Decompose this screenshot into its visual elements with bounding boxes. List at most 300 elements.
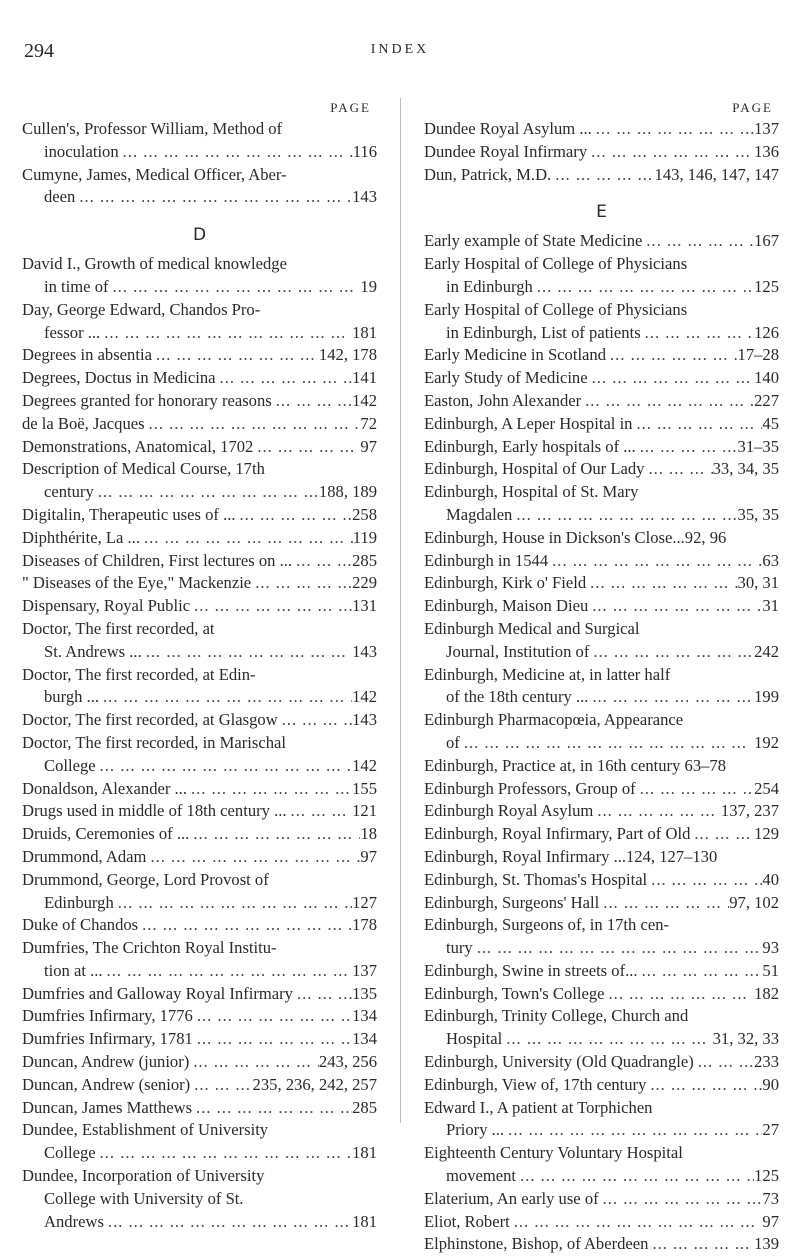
index-entry	[424, 436, 779, 459]
leader-dots	[593, 800, 721, 823]
entry-text: Edinburgh Royal Asylum	[424, 801, 594, 821]
entry-text: Drummond, George, Lord Provost of	[22, 869, 269, 889]
entry-text: Easton, John Alexander	[424, 390, 582, 410]
entry-text: Early example of State Medicine	[424, 231, 643, 251]
section-letter-e: E	[596, 202, 607, 223]
entry-text: Dumfries, The Crichton Royal Institu-	[22, 938, 277, 958]
entry-text: Eighteenth Century Voluntary Hospital	[424, 1143, 683, 1163]
entry-pages: 285	[352, 1097, 377, 1117]
entry-text: Early Hospital of College of Physicians	[424, 254, 688, 274]
entry-pages: 227	[754, 390, 779, 410]
entry-pages: 142	[352, 687, 377, 707]
leader-dots	[193, 1028, 352, 1051]
leader-dots	[581, 390, 754, 413]
leader-dots	[460, 732, 754, 755]
leader-dots	[504, 1119, 762, 1142]
leader-dots	[589, 641, 754, 664]
entry-text: Edinburgh, Early hospitals of ...	[424, 436, 636, 456]
leader-dots	[636, 778, 754, 801]
entry-pages: 142	[352, 755, 377, 775]
entry-text: Early Medicine in Scotland	[424, 345, 607, 365]
entry-text: Edinburgh, University (Old Quadrangle)	[424, 1052, 694, 1072]
entry-text: David I., Growth of medical knowledge	[22, 254, 287, 274]
entry-pages: 143	[352, 710, 377, 730]
entry-pages: 143	[352, 641, 377, 661]
entries-c-tail	[22, 118, 377, 209]
entry-text: Edinburgh, Kirk o' Field	[424, 573, 587, 593]
entry-text: Doctor, The first recorded, at	[22, 618, 215, 638]
entry-text: Diseases of Children, First lectures on ...	[22, 550, 293, 570]
index-entry	[424, 164, 779, 187]
entry-text: Drugs used in middle of 18th century ...	[22, 801, 287, 821]
entry-pages: 17–28	[737, 345, 779, 365]
entry-pages: 72	[360, 413, 377, 433]
entry-text: Edinburgh, Surgeons' Hall	[424, 892, 600, 912]
leader-dots	[236, 504, 353, 527]
leader-dots	[642, 230, 754, 253]
leader-dots	[588, 686, 754, 709]
entry-text: Doctor, The first recorded, at Glasgow	[22, 710, 278, 730]
entry-pages: 258	[352, 504, 377, 524]
leader-dots	[293, 983, 352, 1006]
entry-text: Druids, Ceremonies of ...	[22, 824, 190, 844]
entry-text: Hospital	[446, 1029, 503, 1049]
leader-dots	[94, 481, 319, 504]
entries-e	[424, 230, 779, 1256]
index-entry	[424, 458, 779, 481]
index-entry	[424, 1097, 779, 1143]
leader-dots	[473, 937, 763, 960]
entry-pages: 63	[762, 550, 779, 570]
leader-dots	[586, 572, 737, 595]
entry-pages: 30, 31	[737, 573, 779, 593]
index-entry	[424, 118, 779, 141]
entry-pages: 181	[352, 1211, 377, 1231]
right-column	[424, 100, 779, 1256]
index-entry	[424, 481, 779, 527]
leader-dots	[104, 1211, 352, 1234]
entry-text: Doctor, The first recorded, in Marischal	[22, 732, 286, 752]
leader-dots	[75, 186, 352, 209]
index-entry	[424, 595, 779, 618]
entry-pages: 188, 189	[318, 482, 377, 502]
entry-text: Donaldson, Alexander ...	[22, 778, 187, 798]
leader-dots	[103, 960, 353, 983]
index-entry	[22, 1051, 377, 1074]
leader-dots	[189, 823, 360, 846]
entry-pages: 139	[754, 1234, 779, 1254]
leader-dots	[548, 550, 762, 573]
index-entry	[424, 1074, 779, 1097]
entry-pages: 97	[762, 1211, 779, 1231]
index-entry	[424, 846, 779, 869]
leader-dots	[190, 595, 352, 618]
leader-dots	[216, 367, 353, 390]
index-entry	[424, 1142, 779, 1188]
entry-pages: 140	[754, 368, 779, 388]
entry-text: Edinburgh, St. Thomas's Hospital	[424, 869, 648, 889]
index-entry	[424, 1233, 779, 1256]
entry-text: Day, George Edward, Chandos Pro-	[22, 299, 261, 319]
entry-pages: 31, 32, 33	[712, 1029, 779, 1049]
entry-text: Priory ...	[446, 1120, 505, 1140]
index-entry	[22, 413, 377, 436]
entry-text: Dundee, Incorporation of University	[22, 1166, 265, 1186]
index-entry	[424, 618, 779, 664]
entry-pages: 90	[762, 1074, 779, 1094]
entry-text: Edinburgh	[44, 892, 114, 912]
entry-pages: 137	[754, 119, 779, 138]
entry-text: Dundee, Establishment of University	[22, 1120, 269, 1140]
entry-pages: 243, 256	[318, 1052, 377, 1072]
entry-pages: 35, 35	[737, 504, 779, 524]
index-entry	[424, 344, 779, 367]
entry-text: Edinburgh, Surgeons of, in 17th cen-	[424, 915, 670, 935]
entry-text: movement	[446, 1166, 517, 1186]
index-entry	[22, 436, 377, 459]
page-number: 294	[24, 40, 54, 62]
entry-text: in Edinburgh, List of patients	[446, 322, 641, 342]
entry-pages: 33, 34, 35	[712, 459, 779, 479]
index-entry	[22, 164, 377, 210]
index-entry	[424, 413, 779, 436]
leader-dots	[599, 1188, 763, 1211]
entry-pages: 31	[762, 596, 779, 616]
entry-pages: 27	[762, 1120, 779, 1140]
leader-dots	[96, 1142, 352, 1165]
index-entry	[22, 983, 377, 1006]
entry-text: Edinburgh, A Leper Hospital in	[424, 413, 633, 433]
index-entry	[424, 914, 779, 960]
entry-pages: 97	[360, 846, 377, 866]
leader-dots	[152, 344, 319, 367]
index-entry	[22, 118, 377, 164]
entry-pages: 119	[352, 527, 377, 547]
index-entry	[424, 1211, 779, 1234]
index-entry	[424, 869, 779, 892]
entry-text: Edinburgh, Medicine at, in latter half	[424, 664, 671, 684]
left-column	[22, 100, 377, 1233]
entry-text: Cullen's, Professor William, Method of	[22, 119, 283, 138]
index-entry	[22, 709, 377, 732]
entry-text: in Edinburgh	[446, 276, 533, 296]
running-title: INDEX	[370, 42, 430, 57]
leader-dots	[512, 504, 737, 527]
leader-dots	[605, 983, 755, 1006]
entry-pages: 127	[352, 892, 377, 912]
leader-dots	[96, 755, 352, 778]
index-entry	[22, 1165, 377, 1233]
entry-text: St. Andrews ...	[44, 641, 142, 661]
leader-dots	[646, 1074, 762, 1097]
index-entry	[22, 869, 377, 915]
leader-dots	[278, 709, 352, 732]
entry-pages: 134	[352, 1006, 377, 1026]
entry-pages: 45	[762, 413, 779, 433]
index-entry	[22, 299, 377, 345]
leader-dots	[648, 1233, 754, 1256]
entry-text: Description of Medical Course, 17th	[22, 459, 265, 479]
leader-dots	[187, 778, 352, 801]
leader-dots	[632, 413, 762, 436]
index-entry	[424, 892, 779, 915]
entry-text: Demonstrations, Anatomical, 1702	[22, 436, 254, 456]
leader-dots	[253, 436, 360, 459]
entry-text: of the 18th century ...	[446, 687, 589, 707]
entry-text: Edinburgh, View of, 17th century	[424, 1074, 647, 1094]
entry-text: inoculation	[44, 141, 119, 161]
leader-dots	[292, 550, 352, 573]
entry-text: Dumfries and Galloway Royal Infirmary	[22, 983, 293, 1003]
entry-pages: 51	[762, 960, 779, 980]
entry-text: de la Boë, Jacques	[22, 413, 145, 433]
entry-text: deen	[44, 187, 76, 207]
entry-pages: 73	[762, 1188, 779, 1208]
page-header	[0, 40, 800, 70]
entry-text: Edinburgh, House in Dickson's Close...92, 96	[424, 527, 727, 547]
entry-pages: 142, 178	[318, 345, 377, 365]
section-letter-d: D	[192, 225, 207, 246]
entry-pages: 129	[754, 824, 779, 844]
entry-text: Dumfries Infirmary, 1781	[22, 1029, 193, 1049]
index-entry	[22, 937, 377, 983]
entry-pages: 40	[762, 869, 779, 889]
leader-dots	[690, 823, 754, 846]
entry-text: Degrees granted for honorary reasons	[22, 390, 272, 410]
index-entry	[22, 1097, 377, 1120]
entry-text: Dun, Patrick, M.D.	[424, 164, 552, 184]
entry-pages: 167	[754, 231, 779, 251]
entry-pages: 131	[352, 596, 377, 616]
entry-text: Cumyne, James, Medical Officer, Aber-	[22, 164, 287, 184]
leader-dots	[694, 1051, 754, 1074]
entry-text: Drummond, Adam	[22, 846, 147, 866]
entry-text: Edinburgh Pharmacopœia, Appearance	[424, 710, 684, 730]
leader-dots	[641, 322, 754, 345]
entry-text: College	[44, 1143, 96, 1163]
entry-pages: 126	[754, 322, 779, 342]
entry-text: Dispensary, Royal Public	[22, 596, 191, 616]
entry-pages: 233	[754, 1052, 779, 1072]
leader-dots	[638, 960, 763, 983]
entry-text: Edinburgh Professors, Group of	[424, 778, 636, 798]
index-entry	[424, 253, 779, 299]
entry-pages: 141	[352, 368, 377, 388]
entry-text: Early Study of Medicine	[424, 368, 588, 388]
entry-pages: 19	[360, 276, 377, 296]
entry-text: burgh ...	[44, 687, 100, 707]
index-entry	[424, 755, 779, 778]
index-entry	[424, 778, 779, 801]
entry-pages: 137, 237	[720, 801, 779, 821]
index-entry	[424, 1188, 779, 1211]
entry-text: Eliot, Robert	[424, 1211, 510, 1231]
index-entry	[424, 983, 779, 1006]
entry-pages: 254	[754, 778, 779, 798]
index-entry	[22, 595, 377, 618]
entry-text: of	[446, 732, 460, 752]
index-entry	[424, 823, 779, 846]
index-entry	[22, 800, 377, 823]
index-entry	[424, 1005, 779, 1051]
entry-pages: 143, 146, 147, 147	[654, 164, 779, 184]
index-entry	[424, 960, 779, 983]
entry-pages: 125	[754, 276, 779, 296]
leader-dots	[606, 344, 737, 367]
entry-pages: 181	[352, 322, 377, 342]
entry-text: Edinburgh in 1544	[424, 550, 549, 570]
index-entry	[424, 1051, 779, 1074]
leader-dots	[142, 641, 352, 664]
leader-dots	[193, 1005, 352, 1028]
entry-text: Journal, Institution of	[446, 641, 590, 661]
entry-pages: 199	[754, 687, 779, 707]
entry-text: Edinburgh, Hospital of St. Mary	[424, 482, 639, 502]
index-entry	[22, 732, 377, 778]
index-entry	[424, 709, 779, 755]
entry-pages: 116	[352, 141, 377, 161]
entry-text: College	[44, 755, 96, 775]
page-column-label: PAGE	[330, 100, 371, 115]
leader-dots	[189, 1051, 319, 1074]
entry-text: Doctor, The first recorded, at Edin-	[22, 664, 256, 684]
leader-dots	[588, 367, 755, 390]
entry-text: Edinburgh, Royal Infirmary, Part of Old	[424, 824, 691, 844]
entry-text: Edinburgh, Trinity College, Church and	[424, 1006, 689, 1026]
entry-text: Early Hospital of College of Physicians	[424, 299, 688, 319]
entry-text: Elphinstone, Bishop, of Aberdeen	[424, 1234, 649, 1254]
index-entry	[22, 1005, 377, 1028]
entry-pages: 97, 102	[729, 892, 779, 912]
entry-text: Duncan, Andrew (junior)	[22, 1052, 190, 1072]
entry-pages: 121	[352, 801, 377, 821]
column-divider	[400, 98, 401, 1123]
leader-dots	[119, 141, 353, 164]
index-entry	[22, 1074, 377, 1097]
leader-dots	[140, 527, 353, 550]
leader-dots	[647, 869, 762, 892]
index-entry	[424, 527, 779, 550]
index-entry	[424, 390, 779, 413]
index-entry	[22, 846, 377, 869]
entry-text: Elaterium, An early use of	[424, 1188, 599, 1208]
entry-text: Edinburgh Medical and Surgical	[424, 618, 640, 638]
entry-text: Duke of Chandos	[22, 915, 139, 935]
entry-text: Dundee Royal Asylum ...	[424, 119, 592, 138]
leader-dots	[138, 914, 352, 937]
entry-pages: 137	[352, 960, 377, 980]
leader-dots	[644, 458, 712, 481]
leader-dots	[551, 164, 654, 187]
index-entry	[22, 458, 377, 504]
entry-pages: 134	[352, 1029, 377, 1049]
entry-pages: 229	[352, 573, 377, 593]
entry-pages: 178	[352, 915, 377, 935]
page-column-label: PAGE	[732, 100, 773, 115]
entries-d-tail	[424, 118, 779, 186]
leader-dots	[145, 413, 361, 436]
entry-text: Duncan, Andrew (senior)	[22, 1074, 191, 1094]
entry-text: Dumfries Infirmary, 1776	[22, 1006, 193, 1026]
entry-text: century	[44, 482, 94, 502]
leader-dots	[510, 1211, 763, 1234]
index-entry	[22, 914, 377, 937]
entry-text: Edinburgh, Swine in streets of...	[424, 960, 638, 980]
index-entry	[424, 367, 779, 390]
index-entry	[22, 367, 377, 390]
leader-dots	[516, 1165, 754, 1188]
index-entry	[22, 1119, 377, 1165]
leader-dots	[502, 1028, 712, 1051]
entry-pages: 142	[352, 390, 377, 410]
leader-dots	[251, 572, 352, 595]
index-entry	[22, 390, 377, 413]
index-entry	[424, 230, 779, 253]
leader-dots	[588, 595, 762, 618]
leader-dots	[599, 892, 729, 915]
entry-text: Magdalen	[446, 504, 513, 524]
leader-dots	[192, 1097, 352, 1120]
leader-dots	[114, 892, 352, 915]
leader-dots	[287, 800, 353, 823]
index-entry	[22, 823, 377, 846]
leader-dots	[636, 436, 738, 459]
entry-text: tion at ...	[44, 960, 103, 980]
entry-text: Edinburgh, Practice at, in 16th century 63–78	[424, 755, 727, 775]
index-entry	[22, 664, 377, 710]
entry-pages: 143	[352, 187, 377, 207]
index-entry	[22, 344, 377, 367]
entry-pages: 136	[754, 141, 779, 161]
entry-text: " Diseases of the Eye," Mackenzie	[22, 573, 252, 593]
entry-pages: 135	[352, 983, 377, 1003]
leader-dots	[533, 276, 754, 299]
entry-pages: 31–35	[737, 436, 779, 456]
index-entry	[22, 778, 377, 801]
entry-pages: 182	[754, 983, 779, 1003]
index-entry	[22, 1028, 377, 1051]
entries-d	[22, 253, 377, 1233]
leader-dots	[99, 686, 352, 709]
entry-text: Degrees in absentia	[22, 345, 152, 365]
index-entry	[22, 572, 377, 595]
index-entry	[424, 572, 779, 595]
leader-dots	[109, 276, 361, 299]
leader-dots	[190, 1074, 252, 1097]
entry-text: Edinburgh, Hospital of Our Lady	[424, 459, 645, 479]
entry-pages: 181	[352, 1143, 377, 1163]
index-entry	[22, 618, 377, 664]
leader-dots	[146, 846, 360, 869]
entry-text: in time of	[44, 276, 109, 296]
entry-pages: 18	[360, 824, 377, 844]
entry-text: tury	[446, 938, 473, 958]
entry-text: fessor ...	[44, 322, 101, 342]
index-entry	[22, 527, 377, 550]
entry-pages: 242	[754, 641, 779, 661]
leader-dots	[592, 118, 754, 141]
leader-dots	[587, 141, 754, 164]
leader-dots	[100, 322, 352, 345]
entry-text: Edinburgh, Town's College	[424, 983, 605, 1003]
index-entry	[22, 504, 377, 527]
entry-text: Edinburgh, Royal Infirmary ...124, 127–130	[424, 846, 718, 866]
entry-pages: 125	[754, 1166, 779, 1186]
entry-pages: 97	[360, 436, 377, 456]
entry-text: Digitalin, Therapeutic uses of ...	[22, 504, 236, 524]
entry-pages: 155	[352, 778, 377, 798]
entry-pages: 93	[762, 938, 779, 958]
